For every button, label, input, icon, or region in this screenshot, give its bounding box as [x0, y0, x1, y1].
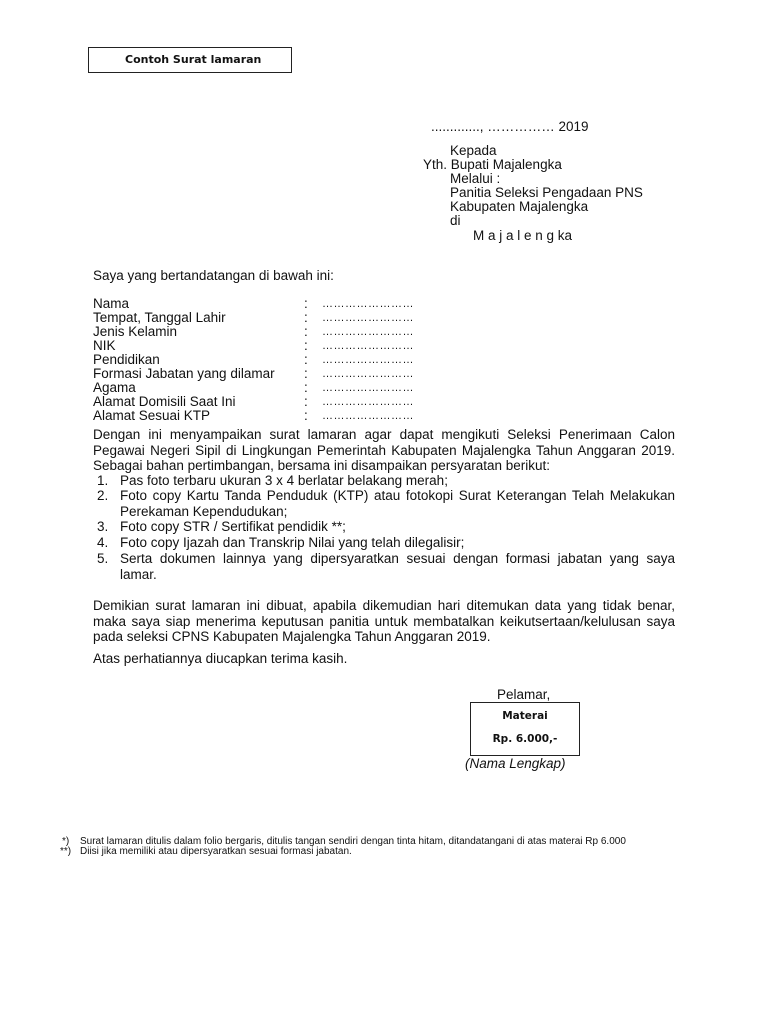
footnote-text: Surat lamaran ditulis dalam folio bergaris, ditulis tangan sendiri dengan tinta hitam, ditandatangani di atas materai Rp 6.000: [80, 836, 626, 847]
field-label-jenis-kelamin: Jenis Kelamin: [93, 324, 178, 339]
field-label-agama: Agama: [93, 380, 136, 395]
field-colon: :: [304, 394, 308, 409]
field-label-formasi: Formasi Jabatan yang dilamar: [93, 366, 275, 381]
closing-paragraph: Demikian surat lamaran ini dibuat, apabila dikemudian hari ditemukan data yang tidak benar, maka saya siap menerima keputusan panitia untuk membatalkan keikutsertaan/kelulusan saya pada seleksi CPNS Kabupaten Majalengka Tahun Anggaran 2019.: [93, 598, 675, 644]
intro-paragraph: Dengan ini menyampaikan surat lamaran agar dapat mengikuti Seleksi Penerimaan Calon Pegawai Negeri Sipil di Lingkungan Pemerintah Kabupaten Majalengka Tahun Anggaran 2019. Sebagai bahan pertimbangan, bersama ini disampaikan persyaratan berikut:: [93, 427, 675, 473]
recipient-melalui: Melalui :: [450, 171, 501, 186]
footnote-text: Diisi jika memiliki atau dipersyaratkan sesuai formasi jabatan.: [80, 846, 352, 857]
field-colon: :: [304, 366, 308, 381]
materai-box: [470, 702, 580, 756]
signature-name: (Nama Lengkap): [465, 756, 566, 771]
recipient-kabupaten: Kabupaten Majalengka: [450, 199, 589, 214]
field-value-formasi: ……………………: [322, 368, 414, 380]
field-label-ktp: Alamat Sesuai KTP: [93, 408, 211, 423]
document-title-box: [88, 47, 292, 73]
field-value-domisili: ……………………: [322, 396, 414, 408]
footnote-mark: **): [60, 846, 72, 857]
thanks-line: Atas perhatiannya diucapkan terima kasih.: [93, 651, 348, 666]
field-value-agama: ……………………: [322, 382, 414, 394]
opening-line: Saya yang bertandatangan di bawah ini:: [93, 268, 334, 283]
date-line: ............., …………… 2019: [431, 119, 589, 134]
recipient-panitia: Panitia Seleksi Pengadaan PNS: [450, 185, 643, 200]
field-value-ttl: ……………………: [322, 312, 414, 324]
field-colon: :: [304, 408, 308, 423]
field-label-nama: Nama: [93, 296, 130, 311]
field-value-pendidikan: ……………………: [322, 354, 414, 366]
list-item: Foto copy Ijazah dan Transkrip Nilai yang telah dilegalisir;: [120, 535, 465, 550]
field-colon: :: [304, 352, 308, 367]
footnote-mark: *): [62, 836, 70, 847]
recipient-kepada: Kepada: [450, 143, 497, 158]
list-item: Foto copy Kartu Tanda Penduduk (KTP) atau fotokopi Surat Keterangan Telah Melakukan Perekaman Kependudukan;: [120, 488, 675, 519]
recipient-di: di: [450, 213, 461, 228]
pelamar-label: Pelamar,: [497, 687, 551, 702]
field-colon: :: [304, 324, 308, 339]
field-label-pendidikan: Pendidikan: [93, 352, 160, 367]
recipient-city: M a j a l e n g ka: [473, 228, 573, 243]
list-item-number: 2.: [97, 488, 109, 503]
field-colon: :: [304, 338, 308, 353]
field-value-nama: ……………………: [322, 298, 414, 310]
field-colon: :: [304, 380, 308, 395]
field-label-ttl: Tempat, Tanggal Lahir: [93, 310, 226, 325]
list-item: Serta dokumen lainnya yang dipersyaratkan sesuai dengan formasi jabatan yang saya lamar.: [120, 551, 675, 582]
materai-label: Materai: [502, 710, 548, 722]
list-item-number: 5.: [97, 551, 109, 566]
list-item-number: 4.: [97, 535, 109, 550]
recipient-yth: Yth. Bupati Majalengka: [423, 157, 562, 172]
field-label-domisili: Alamat Domisili Saat Ini: [93, 394, 236, 409]
list-item-number: 3.: [97, 519, 109, 534]
field-colon: :: [304, 296, 308, 311]
list-item: Foto copy STR / Sertifikat pendidik **;: [120, 519, 346, 534]
field-value-nik: ……………………: [322, 340, 414, 352]
materai-value: Rp. 6.000,-: [492, 733, 558, 745]
list-item-number: 1.: [97, 473, 109, 488]
field-colon: :: [304, 310, 308, 325]
list-item: Pas foto terbaru ukuran 3 x 4 berlatar belakang merah;: [120, 473, 448, 488]
field-value-jenis-kelamin: ……………………: [322, 326, 414, 338]
field-value-ktp: ……………………: [322, 410, 414, 422]
document-title: Contoh Surat lamaran: [125, 53, 262, 66]
field-label-nik: NIK: [93, 338, 116, 353]
